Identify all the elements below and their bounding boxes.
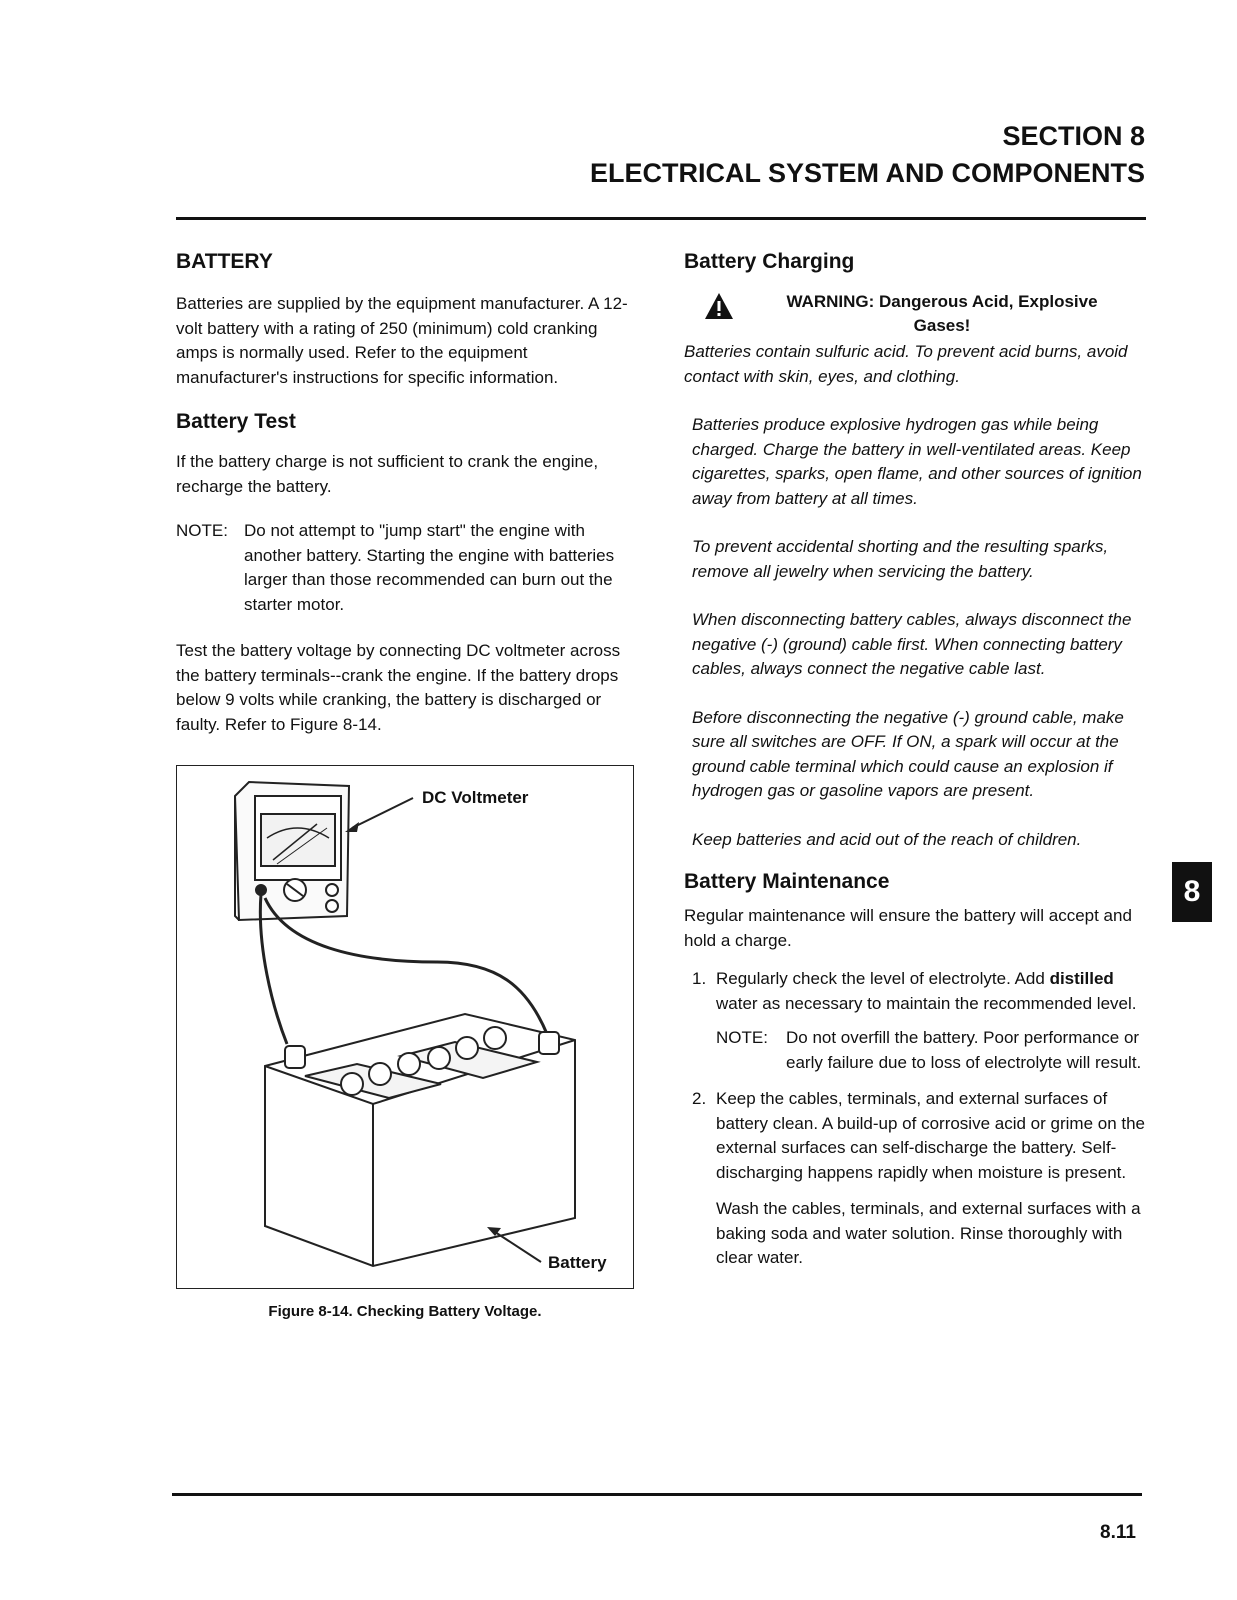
note-text: Do not overfill the battery. Poor performance or early failure due to loss of electrolyte will result. <box>786 1028 1142 1072</box>
voltage-test-paragraph: Test the battery voltage by connecting DC voltmeter across the battery terminals--crank the engine. If the battery drops below 9 volts while cranking, the battery is discharged or faulty. Refer to Figure 8-14. <box>176 641 621 734</box>
battery-test-heading: Battery Test <box>176 410 296 433</box>
jump-start-note <box>176 519 636 617</box>
note-label: NOTE: <box>176 521 228 540</box>
battery-charging-heading: Battery Charging <box>684 250 855 273</box>
wash-instructions: Wash the cables, terminals, and external surfaces with a baking soda and water solution. Rinse thoroughly with clear water. <box>716 1199 1141 1267</box>
switches-off-paragraph: Before disconnecting the negative (-) ground cable, make sure all switches are OFF. If ON, a spark will occur at the ground cable terminal which could cause an explosion if hydrogen gas or gasoline vapors are present. <box>692 707 1124 800</box>
battery-maintenance-heading: Battery Maintenance <box>684 870 890 893</box>
battery-heading: BATTERY <box>176 250 273 273</box>
jewelry-warning-paragraph: To prevent accidental shorting and the resulting sparks, remove all jewelry when servicing the battery. <box>692 537 1109 581</box>
top-rule <box>176 217 1146 220</box>
step-number: 1. <box>692 969 707 988</box>
battery-intro: Batteries are supplied by the equipment manufacturer. A 12-volt battery with a rating of 250 (minimum) cold cranking amps is normally used. Refer to the equipment manufacturer's instructions for specific information. <box>176 294 628 387</box>
label-dc-voltmeter: DC Voltmeter <box>422 788 529 807</box>
page-number: 8.11 <box>1100 1522 1136 1543</box>
voltmeter-battery-illustration <box>177 766 633 1288</box>
warning-triangle-icon <box>704 292 734 320</box>
figure-battery-voltage <box>176 765 634 1289</box>
section-tab: 8 <box>1172 862 1212 922</box>
children-warning-paragraph: Keep batteries and acid out of the reach of children. <box>692 829 1082 849</box>
step-number: 2. <box>692 1089 707 1108</box>
note-text: Do not attempt to "jump start" the engine with another battery. Starting the engine with batteries larger than those recommended can burn out the starter motor. <box>244 521 615 614</box>
warning-title: WARNING: Dangerous Acid, Explosive Gases! <box>786 292 1098 335</box>
section-title: ELECTRICAL SYSTEM AND COMPONENTS <box>589 158 1145 188</box>
right-column <box>684 250 1149 1271</box>
battery-test-paragraph: If the battery charge is not sufficient to crank the engine, recharge the battery. <box>176 452 599 496</box>
hydrogen-warning-paragraph: Batteries produce explosive hydrogen gas while being charged. Charge the battery in well-ventilated areas. Keep cigarettes, sparks, open flame, and other sources of ignition away from battery at all times. <box>692 415 1142 508</box>
maintenance-steps <box>684 967 1149 1185</box>
section-heading <box>590 118 1145 192</box>
section-number: SECTION 8 <box>1002 121 1145 151</box>
list-item <box>692 967 1149 1075</box>
bottom-rule <box>172 1493 1142 1496</box>
overfill-note <box>716 1026 1149 1075</box>
step-text: Keep the cables, terminals, and external surfaces of battery clean. A build-up of corrosive acid or grime on the external surfaces can self-discharge the battery. Self-discharging happens rapidly when moisture is present. <box>716 1089 1146 1182</box>
left-column <box>176 250 636 1320</box>
cable-disconnect-paragraph: When disconnecting battery cables, always disconnect the negative (-) (ground) cable first. When connecting battery cables, always connect the negative cable last. <box>692 610 1132 678</box>
step-text: Regularly check the level of electrolyte. Add distilled water as necessary to maintain the recommended level. <box>716 969 1137 1013</box>
note-label: NOTE: <box>716 1028 768 1047</box>
warning-block <box>684 290 1149 338</box>
label-battery: Battery <box>548 1253 607 1272</box>
list-item <box>692 1087 1149 1185</box>
maintenance-intro: Regular maintenance will ensure the battery will accept and hold a charge. <box>684 906 1132 950</box>
acid-warning-paragraph: Batteries contain sulfuric acid. To prevent acid burns, avoid contact with skin, eyes, and clothing. <box>684 342 1128 386</box>
figure-caption: Figure 8-14. Checking Battery Voltage. <box>268 1303 542 1320</box>
